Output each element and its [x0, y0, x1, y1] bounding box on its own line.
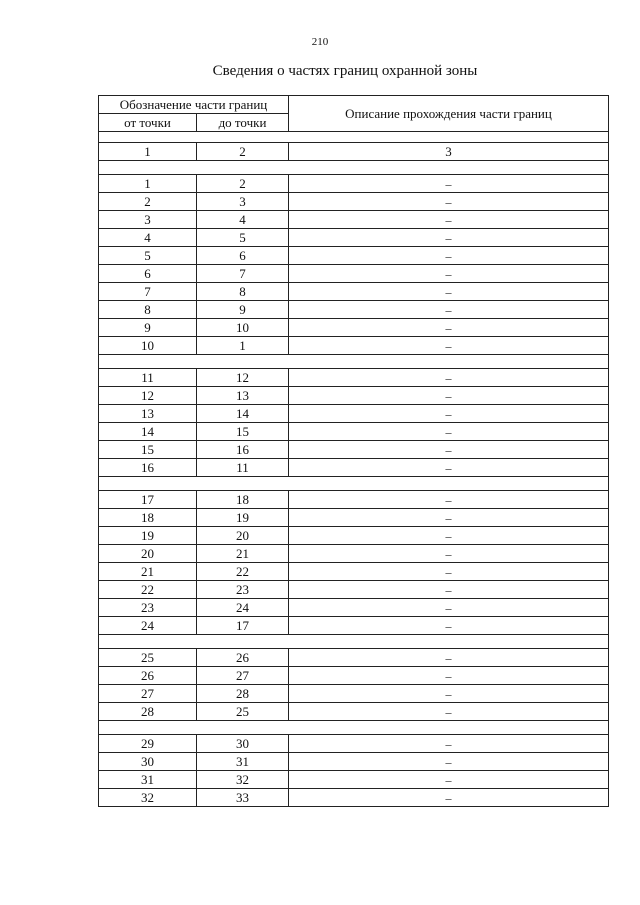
- to-point-cell: 23: [197, 581, 289, 599]
- from-point-cell: 14: [99, 423, 197, 441]
- header-to-point: до точки: [197, 114, 289, 132]
- description-cell: –: [289, 423, 609, 441]
- column-number-1: 1: [99, 143, 197, 161]
- description-cell: –: [289, 703, 609, 721]
- group-separator-row: [99, 477, 609, 491]
- to-point-cell: 21: [197, 545, 289, 563]
- from-point-cell: 2: [99, 193, 197, 211]
- header-gap-row: [99, 132, 609, 143]
- to-point-cell: 26: [197, 649, 289, 667]
- from-point-cell: 31: [99, 771, 197, 789]
- table-row: [99, 229, 609, 247]
- from-point-cell: 19: [99, 527, 197, 545]
- description-cell: –: [289, 175, 609, 193]
- to-point-cell: 13: [197, 387, 289, 405]
- description-cell: –: [289, 599, 609, 617]
- to-point-cell: 10: [197, 319, 289, 337]
- from-point-cell: 26: [99, 667, 197, 685]
- description-cell: –: [289, 789, 609, 807]
- description-cell: –: [289, 735, 609, 753]
- from-point-cell: 25: [99, 649, 197, 667]
- table-row: [99, 459, 609, 477]
- group-separator-row: [99, 635, 609, 649]
- description-cell: –: [289, 441, 609, 459]
- group-separator-cell: [99, 477, 609, 491]
- table-row: [99, 369, 609, 387]
- description-cell: –: [289, 337, 609, 355]
- from-point-cell: 20: [99, 545, 197, 563]
- table-row: [99, 545, 609, 563]
- to-point-cell: 5: [197, 229, 289, 247]
- to-point-cell: 20: [197, 527, 289, 545]
- table-row: [99, 527, 609, 545]
- from-point-cell: 11: [99, 369, 197, 387]
- table-row: [99, 301, 609, 319]
- description-cell: –: [289, 247, 609, 265]
- table-body: [99, 161, 609, 807]
- description-cell: –: [289, 581, 609, 599]
- header-from-point: от точки: [99, 114, 197, 132]
- to-point-cell: 22: [197, 563, 289, 581]
- table-row: [99, 617, 609, 635]
- table-row: [99, 387, 609, 405]
- group-separator-cell: [99, 721, 609, 735]
- from-point-cell: 4: [99, 229, 197, 247]
- table-row: [99, 563, 609, 581]
- from-point-cell: 22: [99, 581, 197, 599]
- table-row: [99, 667, 609, 685]
- to-point-cell: 7: [197, 265, 289, 283]
- to-point-cell: 11: [197, 459, 289, 477]
- description-cell: –: [289, 459, 609, 477]
- to-point-cell: 33: [197, 789, 289, 807]
- group-separator-row: [99, 721, 609, 735]
- description-cell: –: [289, 283, 609, 301]
- description-cell: –: [289, 649, 609, 667]
- to-point-cell: 19: [197, 509, 289, 527]
- from-point-cell: 12: [99, 387, 197, 405]
- description-cell: –: [289, 301, 609, 319]
- to-point-cell: 24: [197, 599, 289, 617]
- to-point-cell: 2: [197, 175, 289, 193]
- from-point-cell: 13: [99, 405, 197, 423]
- table-row: [99, 649, 609, 667]
- description-cell: –: [289, 369, 609, 387]
- header-boundary-part: Обозначение части границ: [99, 96, 289, 114]
- to-point-cell: 6: [197, 247, 289, 265]
- table-row: [99, 265, 609, 283]
- to-point-cell: 28: [197, 685, 289, 703]
- table-row: [99, 491, 609, 509]
- column-numbering-row: [99, 143, 609, 161]
- table-row: [99, 175, 609, 193]
- table-row: [99, 735, 609, 753]
- column-number-2: 2: [197, 143, 289, 161]
- table-row: [99, 581, 609, 599]
- description-cell: –: [289, 405, 609, 423]
- group-separator-cell: [99, 635, 609, 649]
- table-row: [99, 441, 609, 459]
- from-point-cell: 21: [99, 563, 197, 581]
- to-point-cell: 4: [197, 211, 289, 229]
- to-point-cell: 31: [197, 753, 289, 771]
- description-cell: –: [289, 387, 609, 405]
- boundary-parts-table: [98, 95, 609, 807]
- to-point-cell: 3: [197, 193, 289, 211]
- description-cell: –: [289, 193, 609, 211]
- group-separator-cell: [99, 161, 609, 175]
- table-row: [99, 283, 609, 301]
- from-point-cell: 5: [99, 247, 197, 265]
- from-point-cell: 1: [99, 175, 197, 193]
- group-separator-row: [99, 355, 609, 369]
- description-cell: –: [289, 617, 609, 635]
- description-cell: –: [289, 545, 609, 563]
- table-row: [99, 319, 609, 337]
- from-point-cell: 32: [99, 789, 197, 807]
- description-cell: –: [289, 563, 609, 581]
- from-point-cell: 8: [99, 301, 197, 319]
- table-row: [99, 423, 609, 441]
- header-gap-cell: [99, 132, 609, 143]
- to-point-cell: 25: [197, 703, 289, 721]
- table-header-row: [99, 96, 609, 114]
- description-cell: –: [289, 685, 609, 703]
- description-cell: –: [289, 491, 609, 509]
- table-row: [99, 599, 609, 617]
- table-row: [99, 685, 609, 703]
- description-cell: –: [289, 771, 609, 789]
- group-separator-row: [99, 161, 609, 175]
- table-row: [99, 509, 609, 527]
- description-cell: –: [289, 527, 609, 545]
- from-point-cell: 16: [99, 459, 197, 477]
- to-point-cell: 9: [197, 301, 289, 319]
- table-row: [99, 405, 609, 423]
- group-separator-cell: [99, 355, 609, 369]
- from-point-cell: 30: [99, 753, 197, 771]
- table-row: [99, 771, 609, 789]
- from-point-cell: 24: [99, 617, 197, 635]
- description-cell: –: [289, 265, 609, 283]
- column-number-3: 3: [289, 143, 609, 161]
- table-row: [99, 703, 609, 721]
- description-cell: –: [289, 211, 609, 229]
- to-point-cell: 14: [197, 405, 289, 423]
- from-point-cell: 28: [99, 703, 197, 721]
- header-description: Описание прохождения части границ: [289, 96, 609, 132]
- to-point-cell: 16: [197, 441, 289, 459]
- from-point-cell: 6: [99, 265, 197, 283]
- from-point-cell: 3: [99, 211, 197, 229]
- description-cell: –: [289, 509, 609, 527]
- to-point-cell: 17: [197, 617, 289, 635]
- from-point-cell: 23: [99, 599, 197, 617]
- table-row: [99, 789, 609, 807]
- from-point-cell: 29: [99, 735, 197, 753]
- table-row: [99, 753, 609, 771]
- table-row: [99, 247, 609, 265]
- to-point-cell: 32: [197, 771, 289, 789]
- description-cell: –: [289, 667, 609, 685]
- from-point-cell: 18: [99, 509, 197, 527]
- to-point-cell: 1: [197, 337, 289, 355]
- to-point-cell: 8: [197, 283, 289, 301]
- from-point-cell: 17: [99, 491, 197, 509]
- document-title: Сведения о частях границ охранной зоны: [212, 63, 478, 79]
- from-point-cell: 9: [99, 319, 197, 337]
- from-point-cell: 27: [99, 685, 197, 703]
- description-cell: –: [289, 319, 609, 337]
- to-point-cell: 30: [197, 735, 289, 753]
- description-cell: –: [289, 753, 609, 771]
- from-point-cell: 15: [99, 441, 197, 459]
- table-row: [99, 211, 609, 229]
- description-cell: –: [289, 229, 609, 247]
- table-row: [99, 193, 609, 211]
- to-point-cell: 15: [197, 423, 289, 441]
- to-point-cell: 12: [197, 369, 289, 387]
- from-point-cell: 7: [99, 283, 197, 301]
- to-point-cell: 27: [197, 667, 289, 685]
- to-point-cell: 18: [197, 491, 289, 509]
- table-row: [99, 337, 609, 355]
- page-number: 210: [311, 36, 329, 48]
- from-point-cell: 10: [99, 337, 197, 355]
